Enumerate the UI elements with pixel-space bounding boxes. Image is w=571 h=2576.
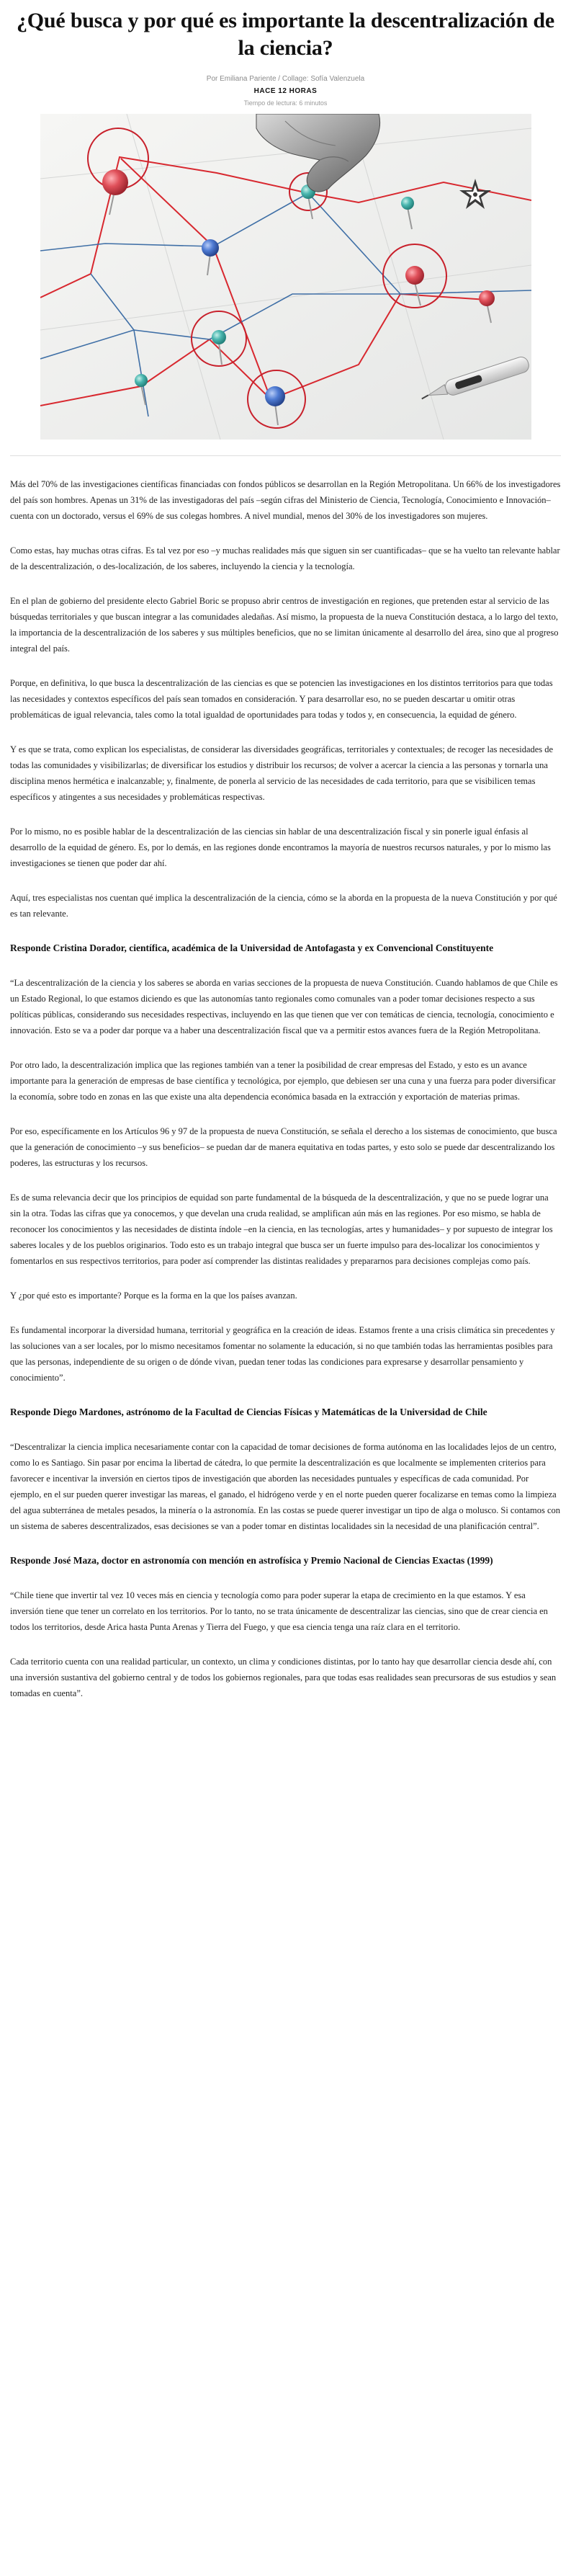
paragraph: Es fundamental incorporar la diversidad humana, territorial y geográfica en la creación de ideas. Estamos frente a una crisis climática sin precedentes y las soluciones van a ser locales, por lo mismo necesitamos fomentar no solamente la educación, si no que también todas las herramientas posibles para que las personas, independiente de su origen o de dónde vivan, puedan tener todas las condiciones para expresarse y desarrollar pensamiento y conocimiento”.	[10, 1325, 555, 1383]
paragraph: Y es que se trata, como explican los especialistas, de considerar las diversidades geográficas, territoriales y contextuales; de recoger las necesidades de todas las comunidades y visibilizarlas; de diversificar los estudios y distribuir los recursos; de volver a acercar la ciencia a las personas y tornarla una disciplina menos hermética e inalcanzable; y, finalmente, de ponerla al servicio de las necesidades de cada territorio, para que se visibilicen temas específicos y atingentes a sus necesidades y problemáticas respectivas.	[10, 744, 554, 802]
reading-time: Tiempo de lectura: 6 minutos	[243, 99, 328, 107]
paragraph: “Chile tiene que invertir tal vez 10 veces más en ciencia y tecnología como para poder superar la etapa de crecimiento en la que estamos. Y esa inversión tiene que tener un correlato en los territorios. Por lo tanto, no se trata únicamente de descentralizar las ciencias, sino que de crear ciencia en todos los territorios, desde Arica hasta Punta Arenas y Tierra del Fuego, y que esa ciencia tenga una raíz clara en el territorio.	[10, 1590, 548, 1632]
paragraph: Cada territorio cuenta con una realidad particular, un contexto, un clima y condiciones distintas, por lo tanto hay que desarrollar ciencia desde ahí, con una inversión sustantiva del gobierno central y de todos los gobiernos regionales, para que todas esas realidades sean precursoras de sus estudios y sean tomadas en cuenta”.	[10, 1657, 557, 1698]
paragraph: En el plan de gobierno del presidente electo Gabriel Boric se propuso abrir centros de investigación en regiones, que pretenden estar al servicio de las búsquedas territoriales y que buscan integrar a las comunidades aledañas. Así mismo, la propuesta de la nueva Constitución destaca, a lo largo del texto, la importancia de la descentralización de los saberes y sus múltiples beneficios, que no se limitan únicamente al desarrollo del área, sino que al progreso integral del país.	[10, 596, 559, 654]
paragraph: Es de suma relevancia decir que los principios de equidad son parte fundamental de la búsqueda de la descentralización, y que no se puede lograr una sin la otra. Todas las cifras que ya conocemos, y que develan una cruda realidad, se amplifican aún más en las regiones. Por eso mismo, se habla de reconocer los conocimientos y las necesidades de distinta índole –en la ciencia, en las tecnologías, artes y humanidades– y por supuesto de integrar los saberes locales y de los pueblos originarios. Todo esto es un trabajo integral que busca ser un fuerte impulso para des-localizar los conocimientos y fomentarlos en sus respectivos territorios, para poder así comprender las distintas realidades y prepararnos para decisiones complejas como país.	[10, 1193, 553, 1266]
paragraph: Porque, en definitiva, lo que busca la descentralización de las ciencias es que se potencien las investigaciones en los distintos territorios para que todas las necesidades y contextos específicos del país sean tomados en consideración. Y para desarrollar eso, no se pueden descartar u omitir otras problemáticas de igual relevancia, tales como la total igualdad de oportunidades para todas y todos y, en consecuencia, la equidad de género.	[10, 678, 553, 720]
paragraph: Por eso, específicamente en los Artículos 96 y 97 de la propuesta de nueva Constitución, se señala el derecho a los sistemas de conocimiento, que busca que la generación de conocimiento –y sus beneficios– se puedan dar de manera equitativa en todas partes, y esto solo se puede dar descentralizando los poderes, las estructuras y los recursos.	[10, 1126, 557, 1168]
paragraph: Más del 70% de las investigaciones científicas financiadas con fondos públicos se desarrollan en la Región Metropolitana. Un 66% de los investigadores del país son hombres. Apenas un 31% de las investigadoras del país –según cifras del Ministerio de Ciencia, Tecnología, Conocimiento e Innovación– cuenta con un doctorado, versus el 69% de sus colegas hombres. A nivel mundial, menos del 30% de los investigadores son mujeres.	[10, 479, 561, 521]
paragraph: “Descentralizar la ciencia implica necesariamente contar con la capacidad de tomar decisiones de forma autónoma en las localidades lejos de un centro, como lo es Santiago. Sin pasar por encima la libertad de cátedra, lo que permite la descentralización es que localmente se implementen criterios para favorecer e incentivar la inversión en ciertos tipos de investigación que aborden las necesidades puntuales y específicas de cada comunidad. Por ejemplo, en el sur pueden querer investigar las mareas, el ganado, el hidrógeno verde y en el norte pueden querer focalizarse en temas como la limpieza del agua subterránea de metales pesados, la minería o la astronomía. En las costas se puede querer investigar un tipo de alga o molusco. Si contamos con un sistema de saberes descentralizados, esas decisiones se van a poder tomar en distintas localidades sin la necesidad de una planificación central”.	[10, 1442, 561, 1531]
byline: Por Emiliana Pariente / Collage: Sofía Valenzuela	[206, 75, 365, 83]
paragraph: “La descentralización de la ciencia y los saberes se aborda en varias secciones de la propuesta de nueva Constitución. Cuando hablamos de que Chile es un Estado Regional, lo que estamos diciendo es que las autonomías tanto regionales como comunales van a poder tomar decisiones respecto a sus políticas públicas, considerando sus necesidades respectivas, incluyendo en las que tienen que ver con temáticas de ciencia, tecnología, conocimiento e innovación. Esto se va a poder dar porque va a haber una descentralización fiscal que va a permitir estos avances fuera de la Región Metropolitana.	[10, 978, 558, 1035]
published-time: HACE 12 HORAS	[253, 87, 318, 95]
article-body	[0, 476, 571, 1701]
article-title: ¿Qué busca y por qué es importante la descentralización de la ciencia?	[17, 9, 554, 60]
paragraph: Por otro lado, la descentralización implica que las regiones también van a tener la posibilidad de crear empresas del Estado, y esto es un avance importante para la generación de empresas de base científica y tecnológica, por ejemplo, que debiesen ser una cuna y una fuerza para poder diversificar la economía, sobre todo en zonas en las que existe una alta dependencia económica basada en la extracción y exportación de materias primas.	[10, 1060, 556, 1102]
section-heading: Responde Diego Mardones, astrónomo de la Facultad de Ciencias Físicas y Matemáticas de la Universidad de Chile	[10, 1407, 487, 1417]
paragraph: Y ¿por qué esto es importante? Porque es la forma en la que los países avanzan.	[10, 1291, 297, 1301]
article-header	[0, 0, 571, 107]
section-heading: Responde Cristina Dorador, científica, académica de la Universidad de Antofagasta y ex Convencional Constituyente	[10, 942, 494, 953]
divider	[10, 455, 561, 456]
paragraph: Aquí, tres especialistas nos cuentan qué implica la descentralización de la ciencia, cómo se la aborda en la propuesta de la nueva Constitución y por qué es tan relevante.	[10, 893, 557, 919]
paragraph: Como estas, hay muchas otras cifras. Es tal vez por eso –y muchas realidades más que siguen sin ser cuantificadas– que se ha vuelto tan relevante hablar de la descentralización, o des-localización, de los saberes, incluyendo la ciencia y la tecnología.	[10, 545, 560, 571]
section-heading: Responde José Maza, doctor en astronomía con mención en astrofísica y Premio Nacional de Ciencias Exactas (1999)	[10, 1555, 493, 1566]
hero-collage-image	[40, 114, 531, 440]
paragraph: Por lo mismo, no es posible hablar de la descentralización de las ciencias sin hablar de una descentralización fiscal y sin ponerle igual énfasis al desarrollo de la equidad de género. Es, por lo demás, en las regiones donde encontramos la mayoría de nuestros recursos naturales, y por lo mismo las investigaciones se tienen que poder dar ahí.	[10, 826, 551, 868]
